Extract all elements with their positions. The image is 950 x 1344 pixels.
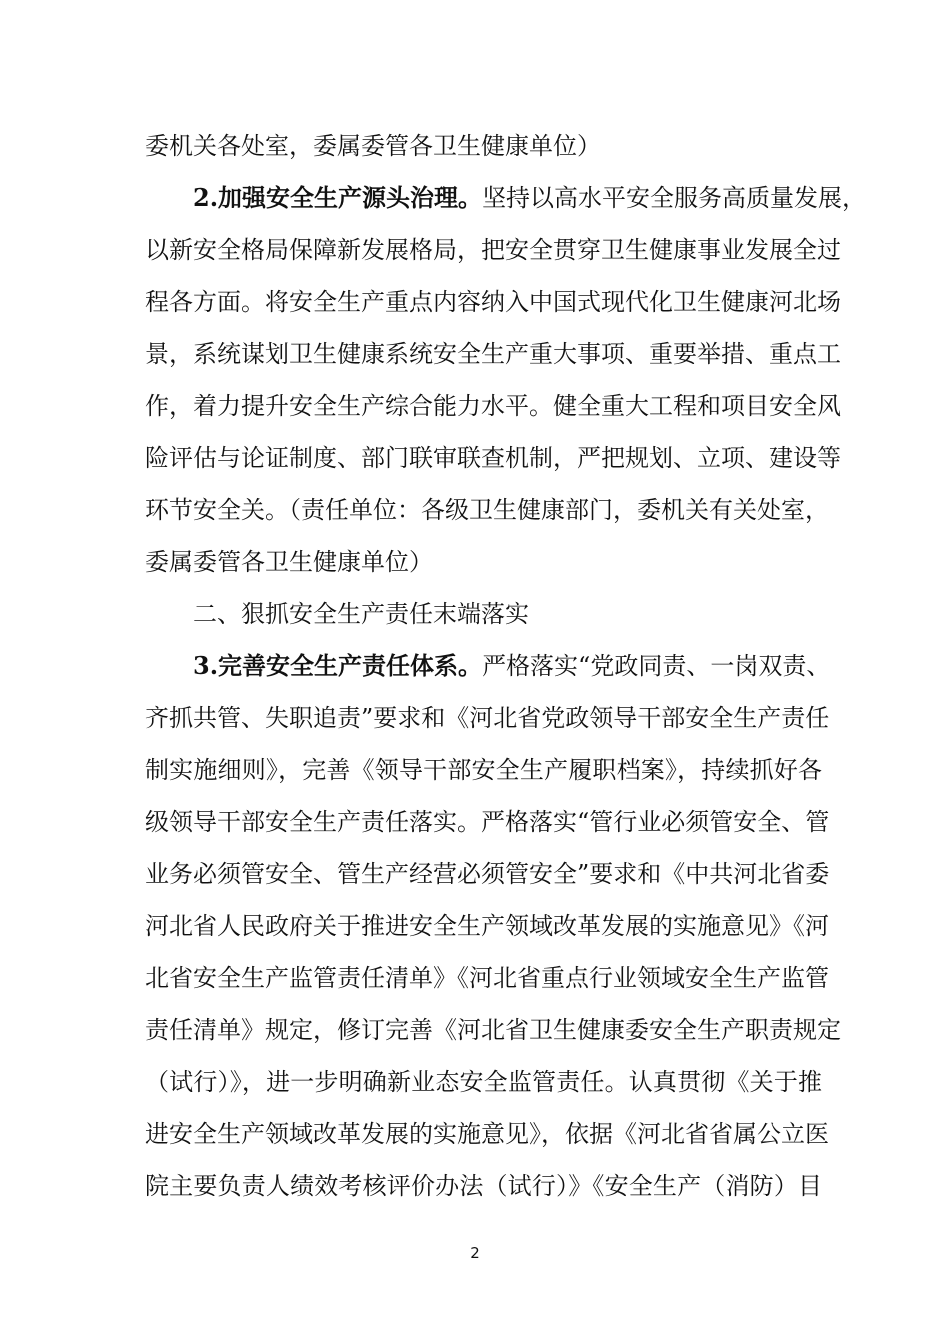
text-line: 景，系统谋划卫生健康系统安全生产重大事项、重要举措、重点工 bbox=[145, 340, 841, 368]
text-line: 级领导干部安全生产责任落实。严格落实“管行业必须管安全、管 bbox=[145, 808, 830, 836]
text-line: 院主要负责人绩效考核评价办法（试行）》《安全生产（消防）目 bbox=[145, 1172, 822, 1200]
text-line: 北省安全生产监管责任清单》《河北省重点行业领域安全生产监管 bbox=[145, 964, 829, 992]
text-line: 委机关各处室，委属委管各卫生健康单位） bbox=[145, 132, 601, 160]
text-line: 环节安全关。（责任单位：各级卫生健康部门，委机关有关处室， bbox=[145, 496, 829, 524]
section-heading: 3.完善安全生产责任体系。 bbox=[193, 651, 483, 680]
text-line: 进安全生产领域改革发展的实施意见》，依据《河北省省属公立医 bbox=[145, 1120, 829, 1148]
text-line: 齐抓共管、失职追责”要求和《河北省党政领导干部安全生产责任 bbox=[145, 704, 830, 732]
text-segment: 坚持以高水平安全服务高质量发展， bbox=[482, 184, 867, 212]
text-line: 业务必须管安全、管生产经营必须管安全”要求和《中共河北省委 bbox=[145, 860, 830, 888]
text-line: 险评估与论证制度、部门联审联查机制，严把规划、立项、建设等 bbox=[145, 444, 841, 472]
text-line: 河北省人民政府关于推进安全生产领域改革发展的实施意见》《河 bbox=[145, 912, 829, 940]
text-line: 以新安全格局保障新发展格局，把安全贯穿卫生健康事业发展全过 bbox=[145, 236, 841, 264]
text-line bbox=[193, 651, 830, 681]
text-line: 委属委管各卫生健康单位） bbox=[145, 548, 433, 576]
text-line: （试行）》，进一步明确新业态安全监管责任。认真贯彻《关于推 bbox=[145, 1068, 822, 1096]
text-line bbox=[193, 183, 866, 213]
text-segment: 严格落实“党政同责、一岗双责、 bbox=[482, 652, 831, 680]
text-line: 制实施细则》，完善《领导干部安全生产履职档案》，持续抓好各 bbox=[145, 756, 822, 784]
text-line: 责任清单》规定，修订完善《河北省卫生健康委安全生产职责规定 bbox=[145, 1016, 841, 1044]
text-line: 作，着力提升安全生产综合能力水平。健全重大工程和项目安全风 bbox=[145, 392, 841, 420]
text-line: 程各方面。将安全生产重点内容纳入中国式现代化卫生健康河北场 bbox=[145, 288, 841, 316]
page-number: 2 bbox=[470, 1244, 480, 1262]
section-heading: 2.加强安全生产源头治理。 bbox=[193, 183, 483, 212]
chapter-heading: 二、狠抓安全生产责任末端落实 bbox=[193, 600, 529, 628]
